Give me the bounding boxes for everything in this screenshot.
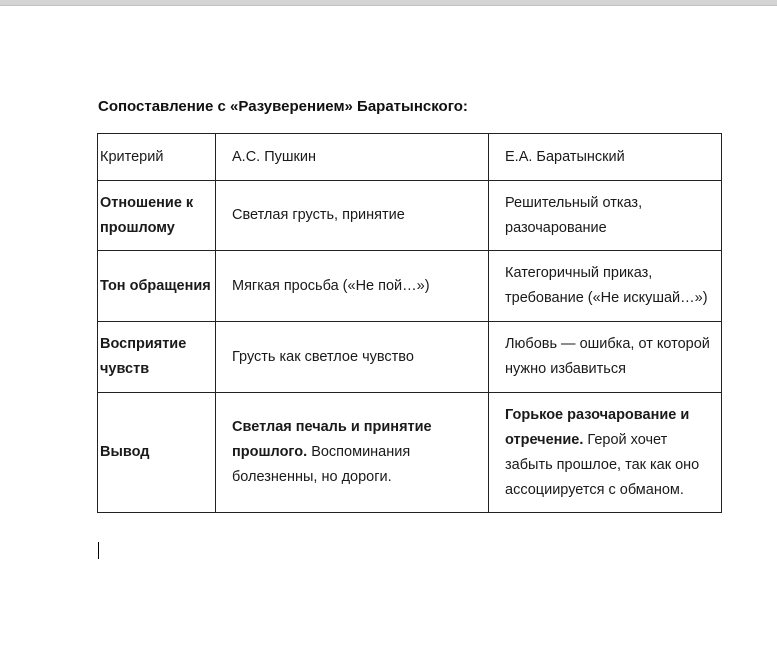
row-baratynsky: Любовь — ошибка, от которой нужно избавиться [489,322,722,393]
row-pushkin [216,393,489,513]
header-criterion: Критерий [98,134,216,181]
row-criterion: Вывод [98,393,216,513]
row-criterion: Восприятие чувств [98,322,216,393]
window-top-edge [0,0,777,6]
row-baratynsky: Решительный отказ, разочарование [489,181,722,251]
row-pushkin: Грусть как светлое чувство [216,322,489,393]
conclusion-baratynsky-text: Герой хочет забыть прошлое, так как оно ассоциируется с обманом. [505,431,700,498]
header-baratynsky: Е.А. Баратынский [489,134,722,181]
row-criterion: Тон обращения [98,251,216,322]
comparison-table [97,133,722,513]
table-header-row [98,134,722,181]
row-criterion: Отношение к прошлому [98,181,216,251]
table-row [98,322,722,393]
conclusion-baratynsky-bold: Горькое разочарование и отречение. [505,406,690,448]
conclusion-pushkin-bold: Светлая печаль и принятие прошлого. [232,419,432,460]
table-row [98,393,722,513]
row-baratynsky: Категоричный приказ, требование («Не искушай…») [489,251,722,322]
row-pushkin: Светлая грусть, принятие [216,181,489,251]
row-baratynsky [489,393,722,513]
document-heading: Сопоставление с «Разуверением» Баратынского: [98,98,468,115]
text-cursor[interactable] [98,542,99,559]
conclusion-pushkin-text: Воспоминания болезненны, но дороги. [232,444,411,485]
table-row [98,181,722,251]
table-row [98,251,722,322]
row-pushkin: Мягкая просьба («Не пой…») [216,251,489,322]
header-pushkin: А.С. Пушкин [216,134,489,181]
